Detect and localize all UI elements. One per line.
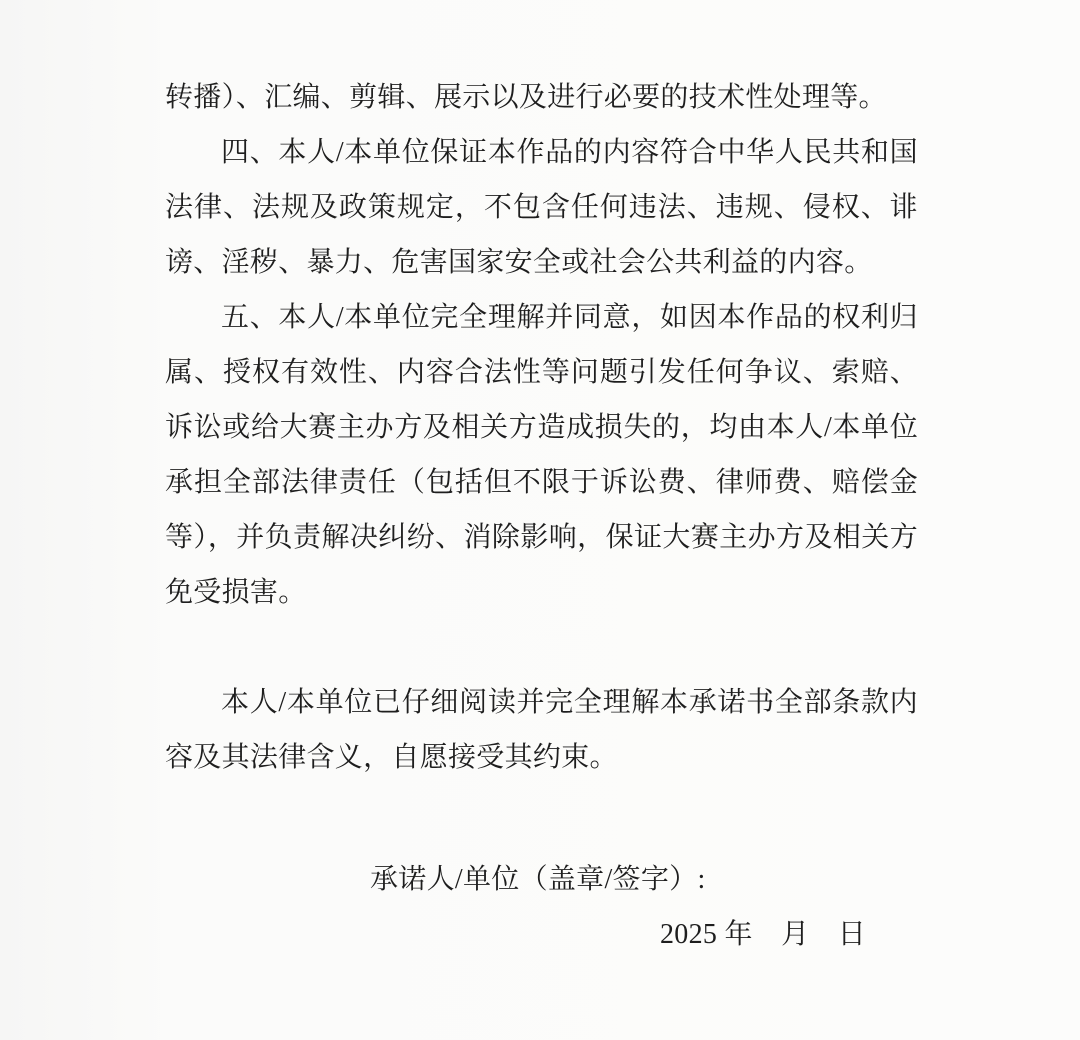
signature-block — [165, 852, 918, 962]
paragraph-continuation: 转播）、汇编、剪辑、展示以及进行必要的技术性处理等。 — [165, 82, 887, 113]
paragraph-clause-5: 五、本人/本单位完全理解并同意，如因本作品的权利归属、授权有效性、内容合法性等问题引发任何争议、索赔、诉讼或给大赛主办方及相关方造成损失的，均由本人/本单位承担全部法律责任（包括但不限于诉讼费、律师费、赔偿金等），并负责解决纠纷、消除影响，保证大赛主办方及相关方免受损害。 — [165, 302, 918, 608]
paragraph-clause-4: 四、本人/本单位保证本作品的内容符合中华人民共和国法律、法规及政策规定，不包含任何违法、违规、侵权、诽谤、淫秽、暴力、危害国家安全或社会公共利益的内容。 — [165, 137, 918, 278]
blank-line-spacer — [165, 620, 918, 675]
paragraph-acknowledgement: 本人/本单位已仔细阅读并完全理解本承诺书全部条款内容及其法律含义，自愿接受其约束。 — [165, 687, 918, 773]
signature-line: 承诺人/单位（盖章/签字）: — [370, 864, 706, 895]
date-line: 2025 年 月 日 — [660, 919, 867, 950]
